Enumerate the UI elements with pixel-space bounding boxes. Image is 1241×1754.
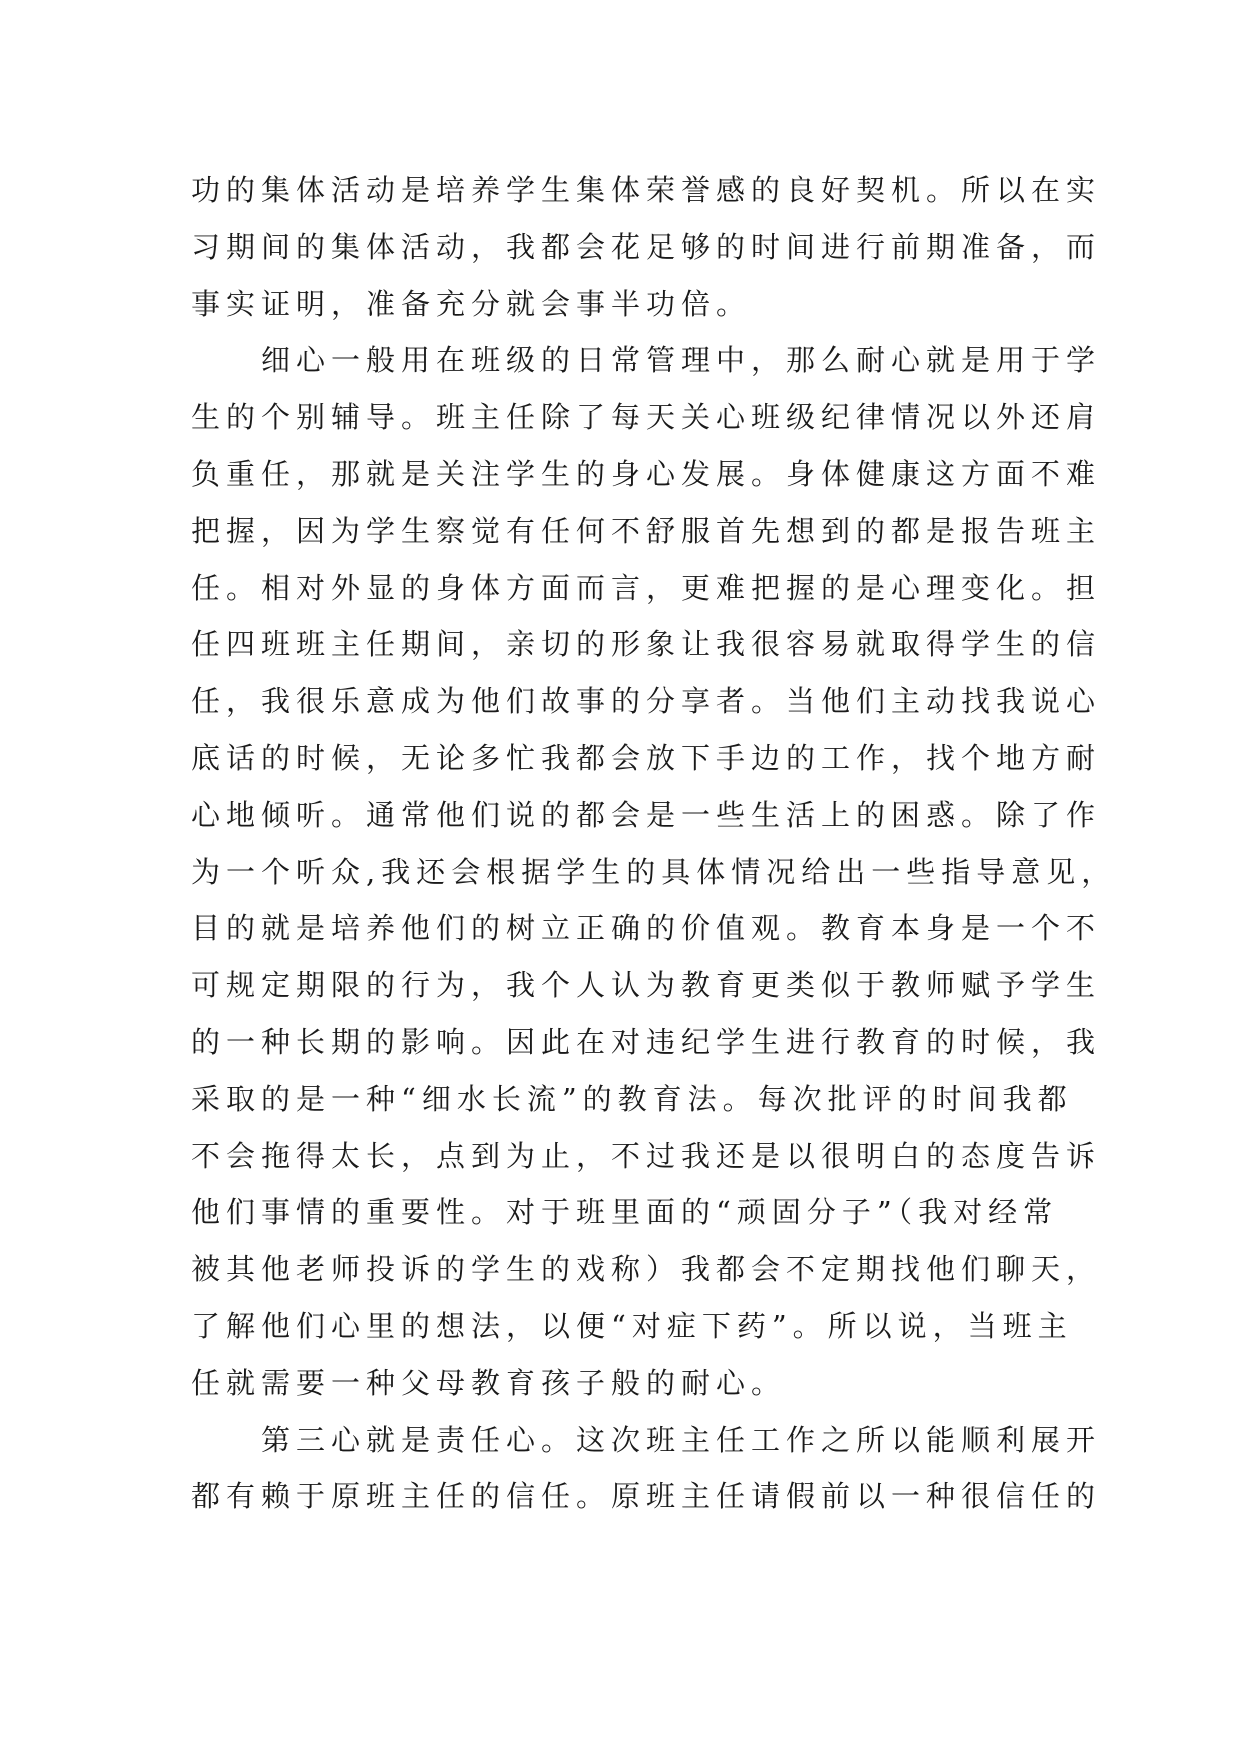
text-line: 任四班班主任期间，亲切的形象让我很容易就取得学生的信	[191, 627, 1102, 662]
text-line: 功的集体活动是培养学生集体荣誉感的良好契机。所以在实	[191, 173, 1102, 207]
text-line: 心地倾听。通常他们说的都会是一些生活上的困惑。除了作	[191, 797, 1102, 832]
text-line: 底话的时候，无论多忙我都会放下手边的工作，找个地方耐	[191, 740, 1102, 775]
paragraph-2	[191, 332, 1117, 1411]
paragraph-3	[191, 1412, 1102, 1526]
text-line: 负重任，那就是关注学生的身心发展。身体健康这方面不难	[191, 456, 1102, 491]
text-line: 任就需要一种父母教育孩子般的耐心。	[191, 1365, 787, 1400]
text-line: 可规定期限的行为，我个人认为教育更类似于教师赋予学生	[191, 968, 1102, 1003]
text-line: 都有赖于原班主任的信任。原班主任请假前以一种很信任的	[191, 1479, 1102, 1514]
text-line: 为一个听众,我还会根据学生的具体情况给出一些指导意见，	[191, 854, 1117, 889]
text-line: 第三心就是责任心。这次班主任工作之所以能顺利展开	[191, 1422, 1102, 1457]
text-line: 任，我很乐意成为他们故事的分享者。当他们主动找我说心	[191, 684, 1102, 719]
text-line: 目的就是培养他们的树立正确的价值观。教育本身是一个不	[191, 911, 1102, 946]
text-line: 习期间的集体活动，我都会花足够的时间进行前期准备，而	[191, 229, 1102, 264]
text-line: 事实证明，准备充分就会事半功倍。	[191, 286, 752, 321]
text-line: 了解他们心里的想法，以便“对症下药”。所以说，当班主	[191, 1308, 1073, 1343]
body-text	[191, 162, 1117, 1525]
text-line: 任。相对外显的身体方面而言，更难把握的是心理变化。担	[191, 570, 1102, 605]
text-line: 的一种长期的影响。因此在对违纪学生进行教育的时候，我	[191, 1024, 1102, 1059]
text-line: 生的个别辅导。班主任除了每天关心班级纪律情况以外还肩	[191, 400, 1102, 435]
text-line: 采取的是一种“细水长流”的教育法。每次批评的时间我都	[191, 1081, 1073, 1116]
text-line: 把握，因为学生察觉有任何不舒服首先想到的都是报告班主	[191, 513, 1102, 548]
paragraph-1	[191, 162, 1102, 332]
text-line: 不会拖得太长，点到为止，不过我还是以很明白的态度告诉	[191, 1138, 1102, 1173]
text-line: 细心一般用在班级的日常管理中，那么耐心就是用于学	[191, 343, 1102, 378]
text-line: 被其他老师投诉的学生的戏称）我都会不定期找他们聊天，	[191, 1252, 1102, 1287]
text-line: 他们事情的重要性。对于班里面的“顽固分子”（我对经常	[191, 1195, 1059, 1230]
